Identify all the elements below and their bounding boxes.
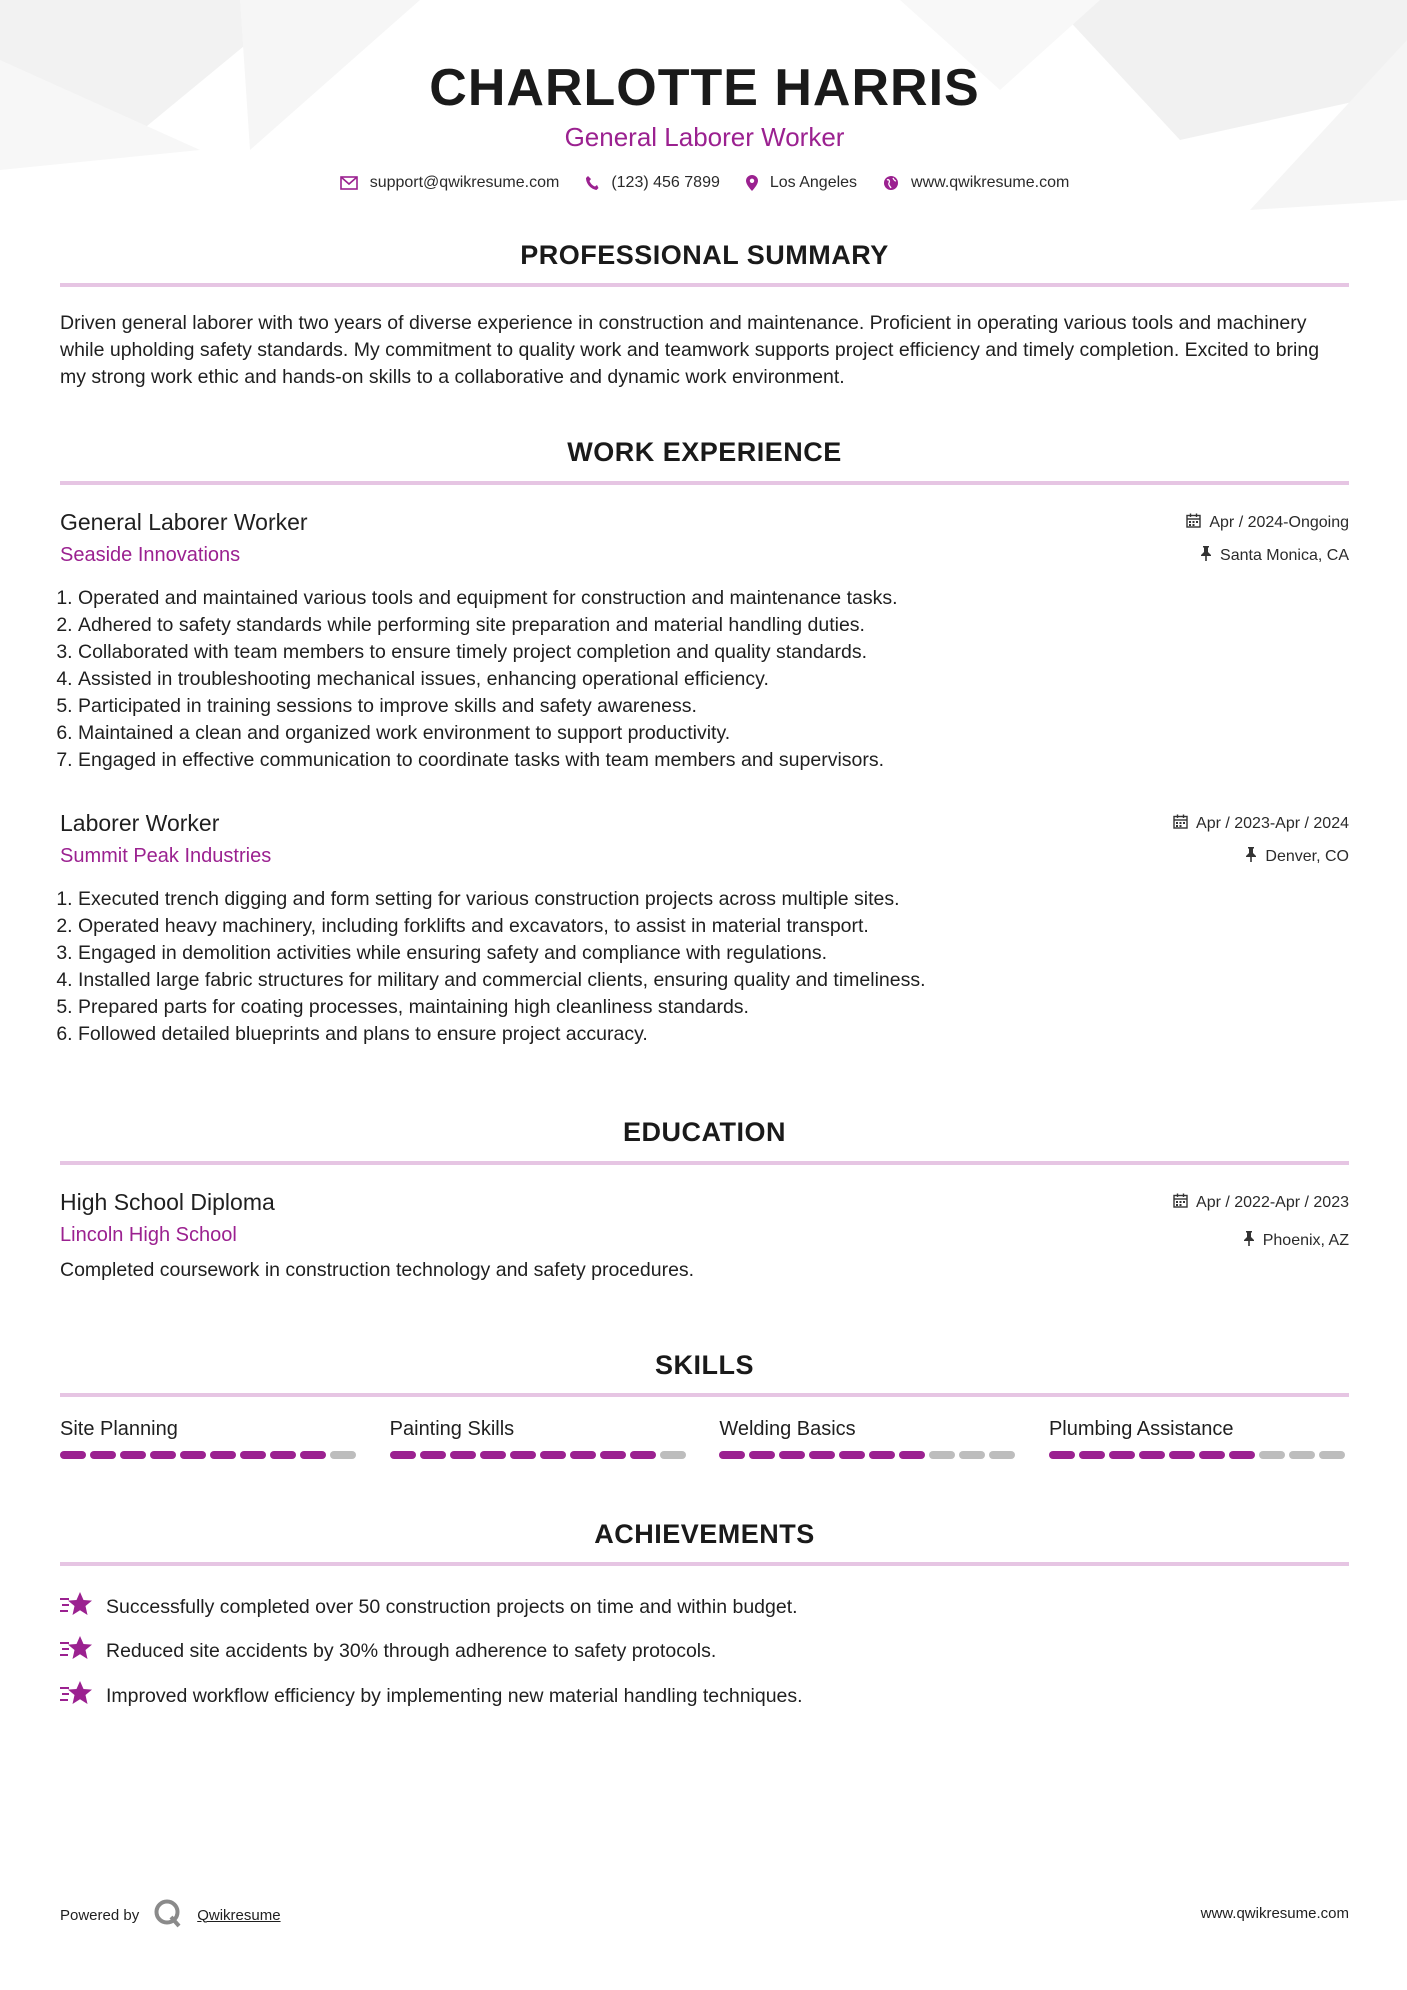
achievement-text: Improved workflow efficiency by implementing new material handling techniques.	[106, 1684, 803, 1707]
skill-segment-filled	[899, 1451, 925, 1459]
list-item: 6. Maintained a clean and organized work environment to support productivity.	[78, 720, 1349, 747]
skill-segment-filled	[180, 1451, 206, 1459]
job-company: Seaside Innovations	[60, 544, 241, 566]
list-item: 7. Engaged in effective communication to coordinate tasks with team members and supervisors.	[78, 747, 1349, 774]
skill-level-bar	[60, 1451, 360, 1459]
skill-item	[1049, 1418, 1349, 1459]
footer-website[interactable]: www.qwikresume.com	[1200, 1905, 1349, 1922]
skill-segment-filled	[240, 1451, 266, 1459]
globe-icon	[883, 175, 899, 191]
contact-phone[interactable]	[585, 174, 720, 192]
skill-segment-filled	[570, 1451, 596, 1459]
pushpin-icon	[1243, 1231, 1255, 1251]
achievement-item	[60, 1590, 1349, 1624]
pushpin-icon	[1245, 847, 1257, 867]
education-degree: High School Diploma	[60, 1189, 275, 1215]
star-icon	[60, 1679, 92, 1713]
skills-divider	[60, 1393, 1349, 1397]
skill-segment-filled	[1169, 1451, 1195, 1459]
job-dates: Apr / 2023-Apr / 2024	[1196, 815, 1349, 832]
qwikresume-link[interactable]: Qwikresume	[197, 1906, 281, 1924]
job-title: Laborer Worker	[60, 810, 220, 836]
skill-segment-filled	[1139, 1451, 1165, 1459]
skill-segment-filled	[480, 1451, 506, 1459]
list-item: 1. Operated and maintained various tools and equipment for construction and maintenance tasks.	[78, 585, 1349, 612]
pushpin-icon	[1200, 546, 1212, 566]
skill-segment-filled	[90, 1451, 116, 1459]
job-duties-list	[60, 585, 1349, 774]
candidate-name: CHARLOTTE HARRIS	[429, 59, 980, 117]
education-dates: Apr / 2022-Apr / 2023	[1196, 1194, 1349, 1211]
list-item: 3. Engaged in demolition activities while ensuring safety and compliance with regulations.	[78, 940, 1349, 967]
contact-email-text: support@qwikresume.com	[369, 174, 560, 191]
skill-segment-filled	[120, 1451, 146, 1459]
skill-segment-filled	[630, 1451, 656, 1459]
list-item: 3. Collaborated with team members to ensure timely project completion and quality standards.	[78, 639, 1349, 666]
job-meta	[1186, 513, 1349, 566]
job-meta	[1173, 814, 1349, 867]
education-divider	[60, 1161, 1349, 1165]
calendar-icon	[1186, 513, 1201, 533]
skill-segment-empty	[660, 1451, 686, 1459]
skill-segment-empty	[1319, 1451, 1345, 1459]
education-entry	[60, 1189, 1349, 1282]
skill-segment-empty	[1289, 1451, 1315, 1459]
skill-segment-filled	[1199, 1451, 1225, 1459]
candidate-role: General Laborer Worker	[564, 122, 845, 152]
job-dates: Apr / 2024-Ongoing	[1209, 514, 1349, 531]
skill-name: Painting Skills	[389, 1418, 515, 1440]
skill-segment-empty	[959, 1451, 985, 1459]
skill-segment-filled	[749, 1451, 775, 1459]
skill-segment-filled	[390, 1451, 416, 1459]
skill-item	[719, 1418, 1019, 1459]
list-item: 1. Executed trench digging and form setting for various construction projects across multiple sites.	[78, 886, 1349, 913]
list-item: 5. Participated in training sessions to improve skills and safety awareness.	[78, 693, 1349, 720]
skill-segment-filled	[719, 1451, 745, 1459]
skill-segment-filled	[1049, 1451, 1075, 1459]
skill-segment-empty	[330, 1451, 356, 1459]
education-school: Lincoln High School	[60, 1224, 237, 1246]
skill-segment-filled	[450, 1451, 476, 1459]
achievement-text: Reduced site accidents by 30% through adherence to safety protocols.	[106, 1639, 717, 1662]
summary-divider	[60, 283, 1349, 287]
qwikresume-logo-icon	[153, 1898, 183, 1932]
achievements-divider	[60, 1562, 1349, 1566]
list-item: 4. Assisted in troubleshooting mechanical issues, enhancing operational efficiency.	[78, 666, 1349, 693]
list-item: 4. Installed large fabric structures for military and commercial clients, ensuring quality and timeliness.	[78, 967, 1349, 994]
contact-location	[746, 174, 857, 192]
skill-level-bar	[390, 1451, 690, 1459]
contact-website-text: www.qwikresume.com	[911, 174, 1070, 191]
skill-segment-filled	[420, 1451, 446, 1459]
achievements-section-title: ACHIEVEMENTS	[594, 1519, 815, 1549]
achievement-text: Successfully completed over 50 construction projects on time and within budget.	[106, 1595, 798, 1618]
experience-section-title: WORK EXPERIENCE	[567, 437, 842, 467]
skill-name: Site Planning	[60, 1418, 178, 1440]
contact-bar	[60, 174, 1349, 192]
skill-segment-empty	[929, 1451, 955, 1459]
achievement-item	[60, 1634, 1349, 1668]
star-icon	[60, 1590, 92, 1624]
job-entry	[60, 810, 1349, 1048]
skill-item	[60, 1418, 360, 1459]
skills-grid	[60, 1418, 1349, 1459]
education-description: Completed coursework in construction technology and safety procedures.	[60, 1259, 695, 1281]
skill-name: Plumbing Assistance	[1048, 1418, 1234, 1440]
job-entry	[60, 509, 1349, 774]
job-company: Summit Peak Industries	[60, 845, 272, 867]
calendar-icon	[1173, 1193, 1188, 1213]
skill-segment-filled	[600, 1451, 626, 1459]
job-title: General Laborer Worker	[60, 509, 308, 535]
experience-divider	[60, 481, 1349, 485]
skill-segment-filled	[839, 1451, 865, 1459]
skill-segment-filled	[150, 1451, 176, 1459]
contact-location-text: Los Angeles	[769, 174, 858, 191]
skill-segment-filled	[1079, 1451, 1105, 1459]
list-item: 5. Prepared parts for coating processes, maintaining high cleanliness standards.	[78, 994, 1349, 1021]
contact-website[interactable]	[883, 174, 1069, 192]
skill-segment-filled	[809, 1451, 835, 1459]
achievement-item	[60, 1679, 1349, 1713]
skills-section-title: SKILLS	[654, 1350, 754, 1380]
skill-segment-filled	[869, 1451, 895, 1459]
job-location: Santa Monica, CA	[1220, 547, 1349, 564]
job-location: Denver, CO	[1265, 848, 1349, 865]
calendar-icon	[1173, 814, 1188, 834]
skill-segment-filled	[300, 1451, 326, 1459]
map-pin-icon	[746, 175, 758, 191]
envelope-icon	[340, 176, 358, 190]
list-item: 2. Operated heavy machinery, including forklifts and excavators, to assist in material transport.	[78, 913, 1349, 940]
skill-name: Welding Basics	[719, 1418, 856, 1440]
skill-segment-filled	[60, 1451, 86, 1459]
skill-segment-filled	[1109, 1451, 1135, 1459]
skill-level-bar	[1049, 1451, 1349, 1459]
footer-powered-by	[60, 1898, 281, 1932]
summary-text: Driven general laborer with two years of diverse experience in construction and maintenance. Proficient in operating various tools and machinery while upholding safety standards. My commitment to quality work and teamwork supports project efficiency and timely completion. Excited to bring my strong work ethic and hands-on skills to a collaborative and dynamic work environment.	[60, 312, 1320, 388]
skill-segment-filled	[270, 1451, 296, 1459]
skill-item	[390, 1418, 690, 1459]
education-section-title: EDUCATION	[623, 1117, 786, 1147]
phone-icon	[585, 175, 599, 191]
powered-by-label: Powered by	[60, 1906, 140, 1924]
contact-phone-text: (123) 456 7899	[611, 174, 720, 191]
education-location: Phoenix, AZ	[1262, 1232, 1349, 1249]
skill-segment-filled	[210, 1451, 236, 1459]
skill-segment-filled	[1229, 1451, 1255, 1459]
star-icon	[60, 1634, 92, 1668]
contact-email[interactable]	[340, 174, 560, 192]
skill-segment-filled	[779, 1451, 805, 1459]
list-item: 2. Adhered to safety standards while performing site preparation and material handling duties.	[78, 612, 1349, 639]
skill-level-bar	[719, 1451, 1019, 1459]
skill-segment-empty	[989, 1451, 1015, 1459]
skill-segment-empty	[1259, 1451, 1285, 1459]
summary-section-title: PROFESSIONAL SUMMARY	[520, 240, 889, 270]
job-duties-list	[60, 886, 1349, 1048]
skill-segment-filled	[540, 1451, 566, 1459]
list-item: 6. Followed detailed blueprints and plans to ensure project accuracy.	[78, 1021, 1349, 1048]
education-meta	[1173, 1193, 1349, 1251]
skill-segment-filled	[510, 1451, 536, 1459]
